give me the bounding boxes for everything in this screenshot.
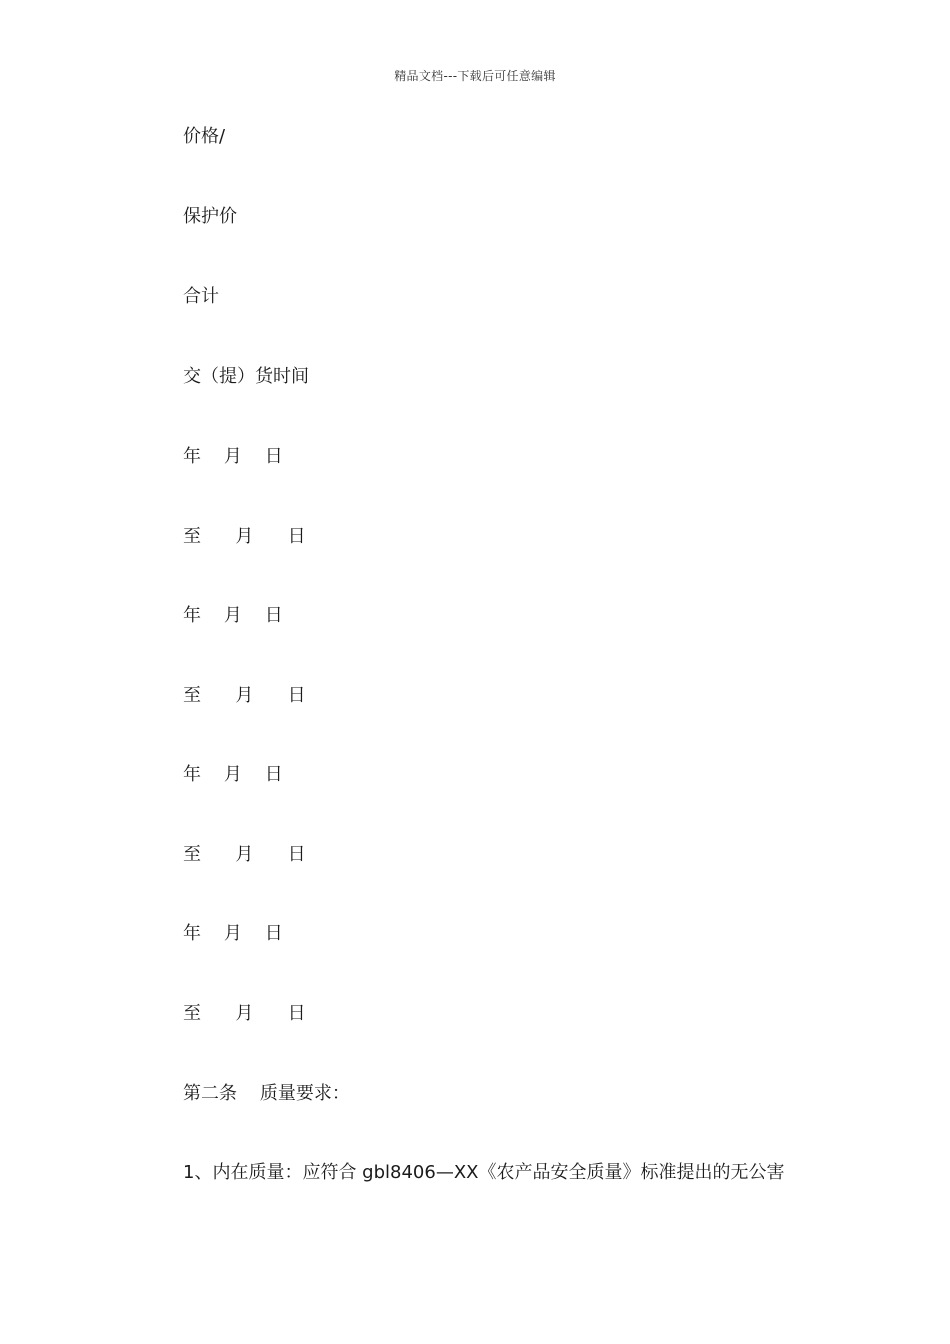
- text-line-date-to: 至 月 日: [183, 685, 306, 706]
- text-line-protection-price: 保护价: [183, 206, 237, 227]
- text-line-date-from: 年 月 日: [183, 923, 283, 944]
- text-line-total: 合计: [183, 286, 219, 307]
- text-line-date-to: 至 月 日: [183, 526, 306, 547]
- text-line-date-from: 年 月 日: [183, 605, 283, 626]
- text-line-date-from: 年 月 日: [183, 764, 283, 785]
- text-line-internal-quality: 1、内在质量：应符合 gbl8406—XX《农产品安全质量》标准提出的无公害: [183, 1162, 785, 1183]
- text-line-price: 价格/: [183, 126, 226, 147]
- text-line-delivery-time: 交（提）货时间: [183, 366, 309, 387]
- page-header: 精品文档---下载后可任意编辑: [394, 69, 556, 83]
- text-line-date-to: 至 月 日: [183, 844, 306, 865]
- text-line-date-from: 年 月 日: [183, 446, 283, 467]
- section-heading-quality: 第二条 质量要求：: [183, 1083, 350, 1104]
- text-line-date-to: 至 月 日: [183, 1003, 306, 1024]
